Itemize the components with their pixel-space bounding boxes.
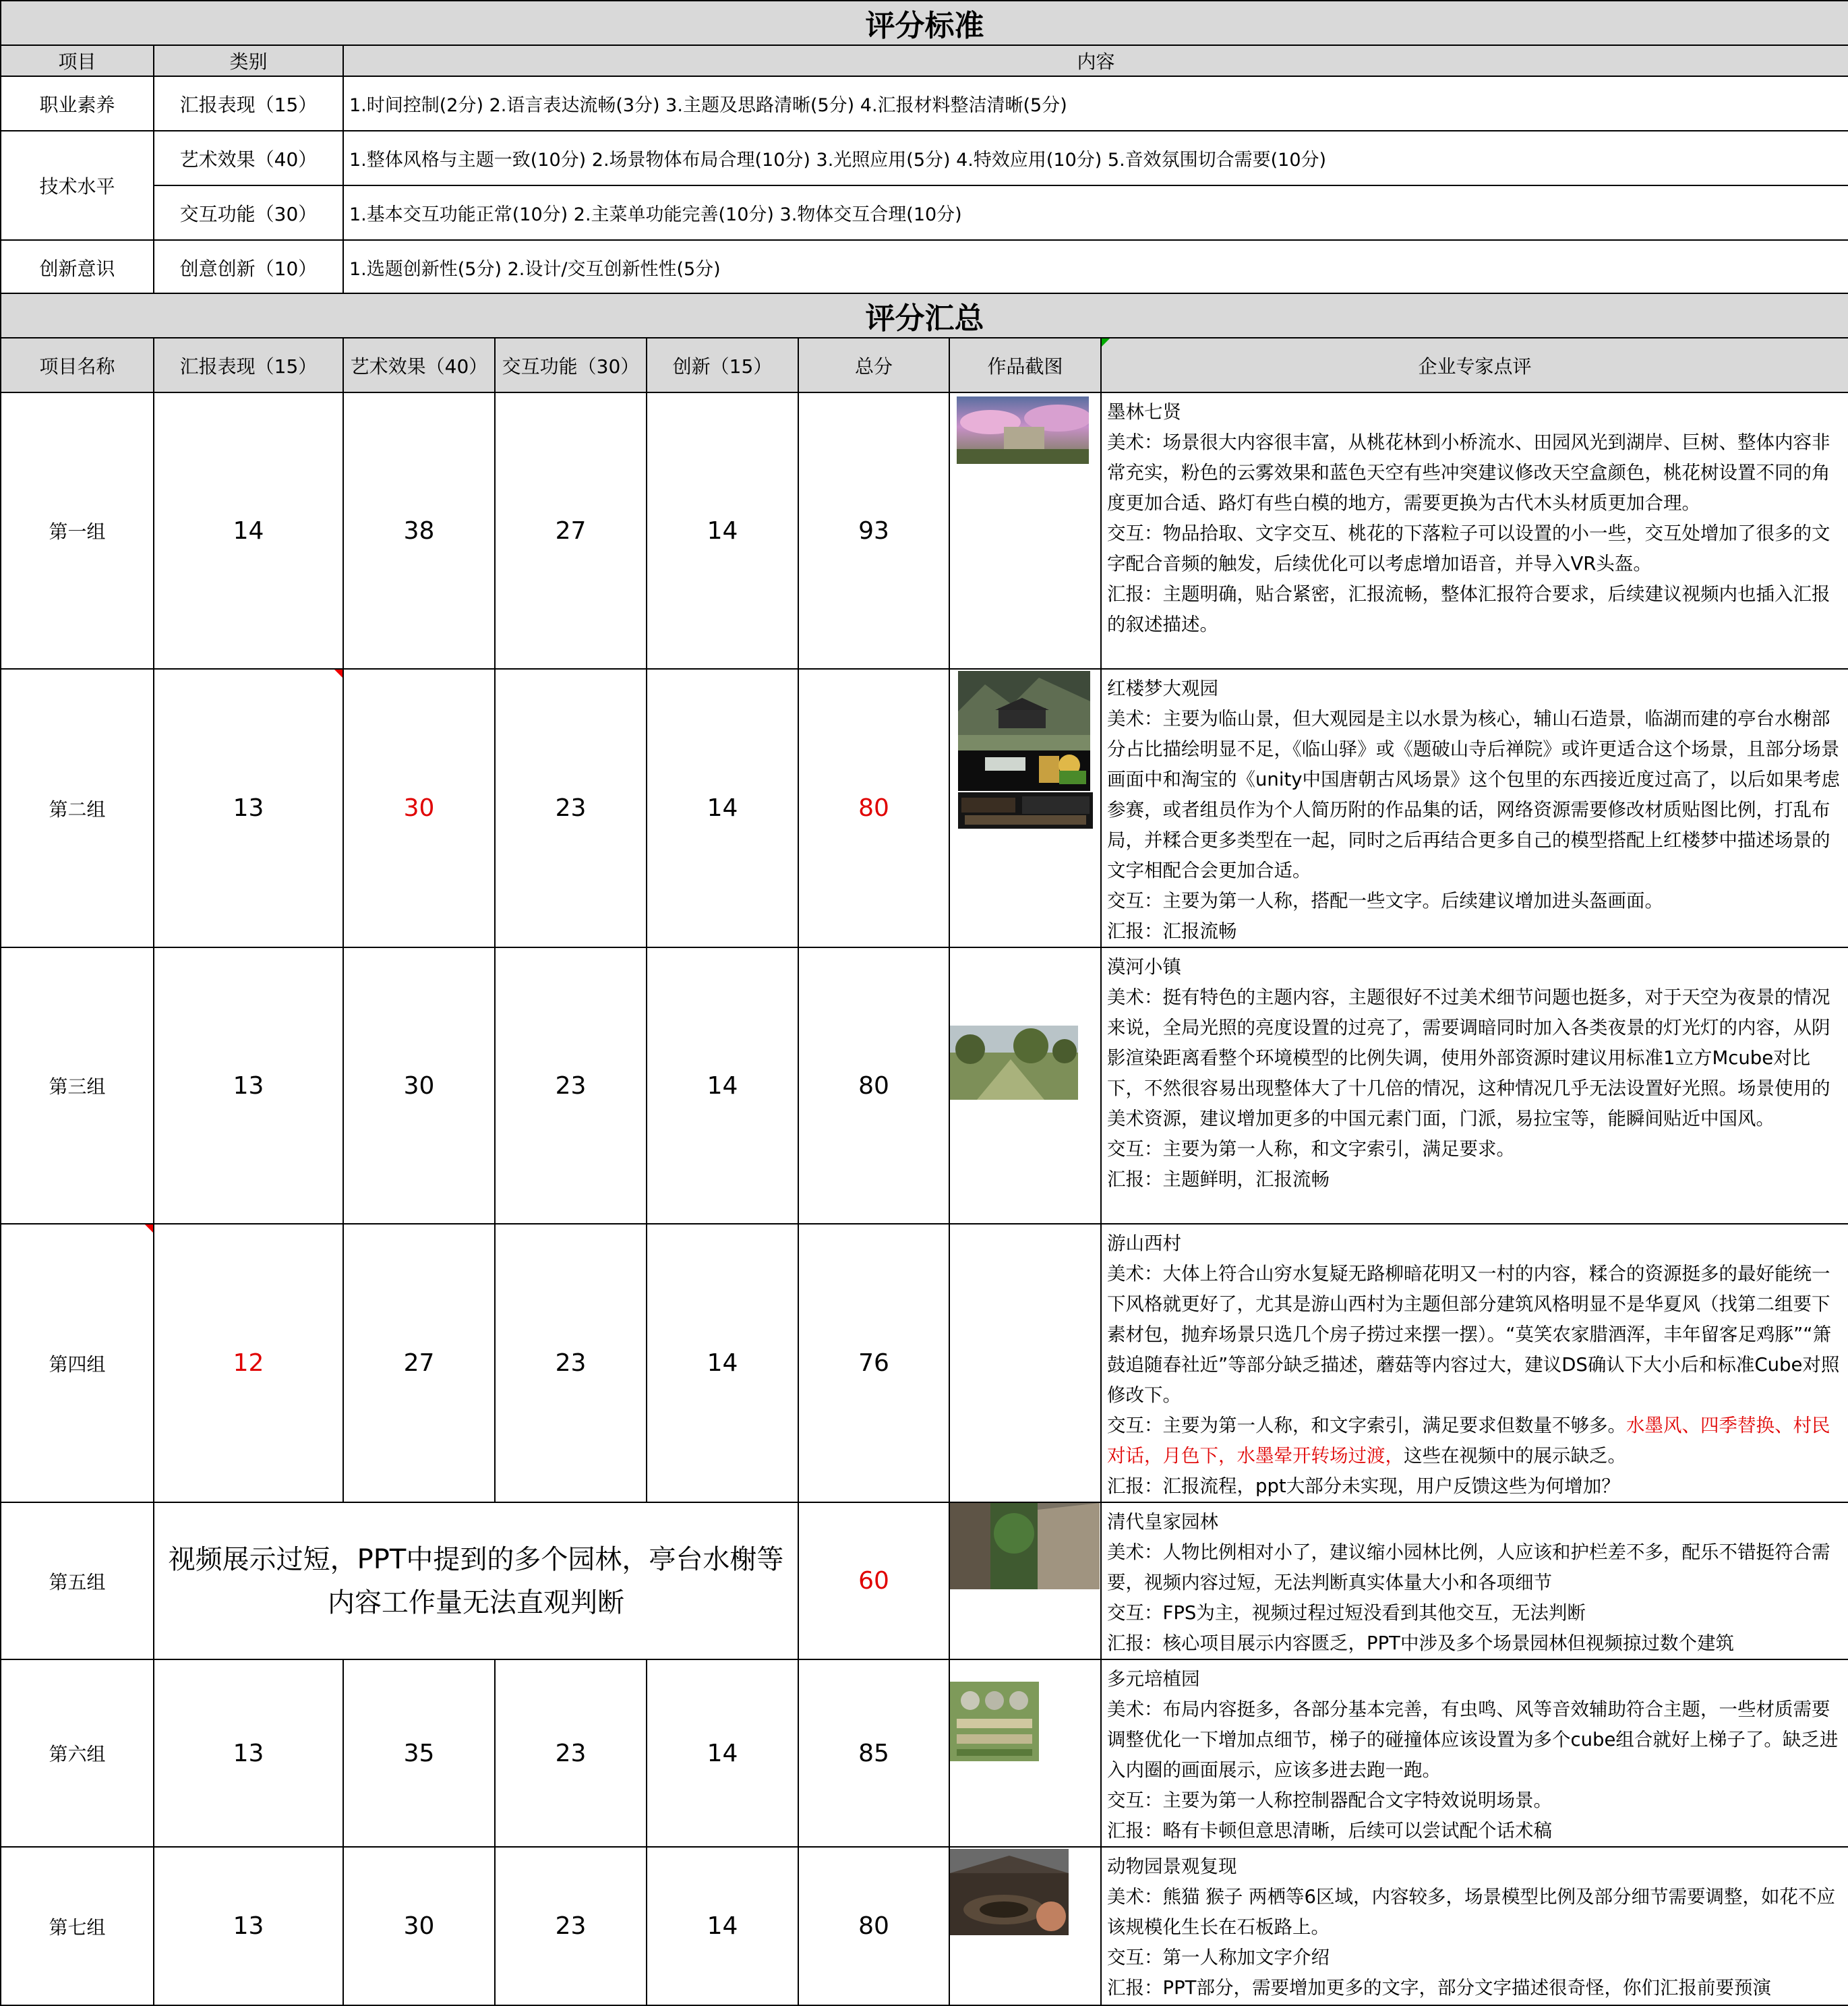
screenshot-cell (949, 669, 1101, 947)
score-total: 80 (798, 947, 949, 1224)
comment-title: 游山西村 (1107, 1233, 1181, 1254)
criteria-content: 1.选题创新性(5分) 2.设计/交互创新性性(5分) (343, 240, 1848, 295)
group-name-label: 第四组 (49, 1353, 106, 1376)
project-screenshot[interactable] (950, 1026, 1078, 1100)
comment-title: 清代皇家园林 (1107, 1511, 1218, 1533)
score-report: 13 (154, 1847, 343, 2005)
group-name: 第五组 (1, 1502, 154, 1659)
comment-report: 汇报：汇报流畅 (1107, 920, 1237, 942)
header-report: 汇报表现（15） (154, 338, 343, 392)
header-innovation: 创新（15） (647, 338, 798, 392)
score-interaction: 23 (495, 1659, 647, 1847)
criteria-category: 交互功能（30） (154, 185, 343, 240)
group-name: 第七组 (1, 1847, 154, 2005)
header-project-name: 项目名称 (1, 338, 154, 392)
project-screenshot[interactable] (958, 792, 1093, 829)
score-innovation: 14 (647, 669, 798, 947)
comment-interaction: 交互：FPS为主，视频过程过短没看到其他交互，无法判断 (1107, 1602, 1586, 1624)
score-art: 27 (343, 1224, 495, 1502)
expert-comment (1101, 947, 1848, 1224)
criteria-category: 艺术效果（40） (154, 131, 343, 185)
criteria-title: 评分标准 (1, 1, 1848, 45)
criteria-content: 1.整体风格与主题一致(10分) 2.场景物体布局合理(10分) 3.光照应用(5分) 4.特效应用(10分) 5.音效氛围切合需要(10分) (343, 131, 1848, 185)
comment-interaction: 交互：物品拾取、文字交互、桃花的下落粒子可以设置的小一些，交互处增加了很多的文字配合音频的触发，后续优化可以考虑增加语音，并导入VR头盔。 (1107, 523, 1830, 574)
score-innovation: 14 (647, 1224, 798, 1502)
screenshot-cell (949, 1659, 1101, 1847)
summary-title: 评分汇总 (1, 293, 1848, 338)
expert-comment (1101, 1659, 1848, 1847)
screenshot-cell (949, 1847, 1101, 2005)
expert-comment (1101, 1502, 1848, 1659)
comment-art: 美术：主要为临山景，但大观园是主以水景为核心，辅山石造景，临湖而建的亭台水榭部分占比描绘明显不足，《临山驿》或《题破山寺后禅院》或许更适合这个场景，且部分场景画面中和淘宝的《unity中国唐朝古风场景》这个包里的东西接近度过高了，以后如果考虑参赛，或者组员作为个人简历附的作品集的话，网络资源需要修改材质贴图比例，打乱布局，并糅合更多类型在一起，同时之后再结合更多自己的模型搭配上红楼梦中描述场景的文字相配合会更加合适。 (1107, 708, 1841, 881)
score-report: 13 (154, 1659, 343, 1847)
score-art: 38 (343, 392, 495, 669)
score-innovation: 14 (647, 1659, 798, 1847)
project-screenshot[interactable] (958, 750, 1090, 791)
comment-art: 美术：人物比例相对小了，建议缩小园林比例，人应该和护栏差不多，配乐不错挺符合需要，视频内容过短，无法判断真实体量大小和各项细节 (1107, 1541, 1830, 1593)
comment-title: 墨林七贤 (1107, 401, 1181, 423)
score-report: 13 (154, 947, 343, 1224)
header-total: 总分 (798, 338, 949, 392)
project-screenshot[interactable] (958, 671, 1090, 750)
comment-title: 动物园景观复现 (1107, 1856, 1237, 1877)
table-row (1, 392, 1848, 669)
group-name (1, 1224, 154, 1502)
score-report: 14 (154, 392, 343, 669)
comment-report: 汇报：主题鲜明，汇报流畅 (1107, 1169, 1330, 1190)
comment-report: 汇报：略有卡顿但意思清晰，后续可以尝试配个话术稿 (1107, 1820, 1552, 1841)
comment-report: 汇报：主题明确，贴合紧密，汇报流畅，整体汇报符合要求，后续建议视频内也插入汇报的叙述描述。 (1107, 583, 1830, 635)
criteria-group-technical: 技术水平 (1, 131, 154, 240)
expert-comment (1101, 392, 1848, 669)
comment-art: 美术：挺有特色的主题内容，主题很好不过美术细节问题也挺多，对于天空为夜景的情况来说，全局光照的亮度设置的过亮了，需要调暗同时加入各类夜景的灯光灯的内容，从阴影渲染距离看整个环境模型的比例失调，使用外部资源时建议用标准1立方Mcube对比下，不然很容易出现整体大了十几倍的情况，这种情况几乎无法设置好光照。场景使用的美术资源，建议增加更多的中国元素门面，门派，易拉宝等，能瞬间贴近中国风。 (1107, 986, 1830, 1129)
criteria-header-category: 类别 (154, 45, 343, 76)
score-report: 12 (154, 1224, 343, 1502)
header-art: 艺术效果（40） (343, 338, 495, 392)
comment-marker (145, 1225, 153, 1233)
comment-art: 美术：熊猫 猴子 两栖等6区域，内容较多，场景模型比例及部分细节需要调整，如花不应该规模化生长在石板路上。 (1107, 1886, 1835, 1938)
score-art: 30 (343, 669, 495, 947)
header-screenshot: 作品截图 (949, 338, 1101, 392)
score-interaction: 23 (495, 669, 647, 947)
screenshot-cell (949, 1502, 1101, 1659)
comment-title: 漠河小镇 (1107, 956, 1181, 978)
comment-report: 汇报：PPT部分，需要增加更多的文字，部分文字描述很奇怪，你们汇报前要预演 (1107, 1977, 1771, 1999)
comment-art: 美术：布局内容挺多，各部分基本完善，有虫鸣、风等音效辅助符合主题，一些材质需要调整优化一下增加点细节，梯子的碰撞体应该设置为多个cube组合就好上梯子了。缺乏进入内圈的画面展示，应该多进去跑一跑。 (1107, 1699, 1839, 1781)
score-total: 85 (798, 1659, 949, 1847)
table-row (1, 1224, 1848, 1502)
comment-interaction (1107, 1411, 1843, 1471)
score-innovation: 14 (647, 392, 798, 669)
criteria-content: 1.基本交互功能正常(10分) 2.主菜单功能完善(10分) 3.物体交互合理(10分) (343, 185, 1848, 240)
score-total: 80 (798, 669, 949, 947)
comment-marker (1102, 338, 1110, 347)
table-row (1, 1502, 1848, 1659)
score-interaction: 27 (495, 392, 647, 669)
comment-interaction: 交互：主要为第一人称，和文字索引，满足要求。 (1107, 1138, 1515, 1160)
group-name: 第六组 (1, 1659, 154, 1847)
score-total: 76 (798, 1224, 949, 1502)
score-report-value: 13 (233, 794, 264, 822)
summary-table (0, 293, 1848, 2006)
comment-interaction-text: 这些在视频中的展示缺乏。 (1404, 1445, 1626, 1467)
comment-title: 多元培植园 (1107, 1668, 1200, 1690)
criteria-category: 创意创新（10） (154, 240, 343, 295)
comment-interaction-text: 交互：主要为第一人称，和文字索引，满足要求但数量不够多。 (1107, 1415, 1626, 1436)
header-interaction: 交互功能（30） (495, 338, 647, 392)
criteria-header-project: 项目 (1, 45, 154, 76)
score-interaction: 23 (495, 1847, 647, 2005)
comment-title: 红楼梦大观园 (1107, 678, 1218, 699)
group-name: 第三组 (1, 947, 154, 1224)
comment-art: 美术：场景很大内容很丰富，从桃花林到小桥流水、田园风光到湖岸、巨树、整体内容非常充实，粉色的云雾效果和蓝色天空有些冲突建议修改天空盒颜色，桃花树设置不同的角度更加合适、路灯有些白模的地方，需要更换为古代木头材质更加合理。 (1107, 432, 1830, 514)
comment-report: 汇报：汇报流程，ppt大部分未实现，用户反馈这些为何增加？ (1107, 1475, 1620, 1497)
score-interaction: 23 (495, 1224, 647, 1502)
project-screenshot[interactable] (957, 396, 1089, 464)
merged-note: 视频展示过短，PPT中提到的多个园林，亭台水榭等内容工作量无法直观判断 (154, 1502, 798, 1659)
score-innovation: 14 (647, 1847, 798, 2005)
screenshot-cell (949, 947, 1101, 1224)
score-innovation: 14 (647, 947, 798, 1224)
score-total: 93 (798, 392, 949, 669)
score-art: 30 (343, 1847, 495, 2005)
comment-marker (334, 670, 342, 678)
comment-interaction: 交互：主要为第一人称，搭配一些文字。后续建议增加进头盔画面。 (1107, 890, 1663, 912)
score-art: 30 (343, 947, 495, 1224)
expert-comment (1101, 1847, 1848, 2005)
expert-comment (1101, 669, 1848, 947)
comment-interaction-highlight: 水墨风、四季替换、村民对话，月色下，水墨晕开转场过渡， (1107, 1415, 1830, 1467)
group-name: 第二组 (1, 669, 154, 947)
score-art: 35 (343, 1659, 495, 1847)
expert-comment (1101, 1224, 1848, 1502)
screenshot-cell (949, 392, 1101, 669)
comment-interaction: 交互：第一人称加文字介绍 (1107, 1947, 1330, 1968)
criteria-table (0, 0, 1848, 295)
criteria-content: 1.时间控制(2分) 2.语言表达流畅(3分) 3.主题及思路清晰(5分) 4.汇报材料整洁清晰(5分) (343, 76, 1848, 131)
project-screenshot[interactable] (950, 1682, 1039, 1761)
score-interaction: 23 (495, 947, 647, 1224)
table-row (1, 1659, 1848, 1847)
criteria-category: 汇报表现（15） (154, 76, 343, 131)
project-screenshot[interactable] (950, 1503, 1100, 1589)
header-expert-review (1101, 338, 1848, 392)
score-report (154, 669, 343, 947)
header-expert-review-label: 企业专家点评 (1418, 355, 1532, 378)
group-name: 第一组 (1, 392, 154, 669)
table-row (1, 1847, 1848, 2005)
screenshot-cell (949, 1224, 1101, 1502)
score-total: 80 (798, 1847, 949, 2005)
project-screenshot[interactable] (950, 1849, 1069, 1935)
table-row (1, 947, 1848, 1224)
criteria-header-content: 内容 (343, 45, 1848, 76)
criteria-group-innovation: 创新意识 (1, 240, 154, 295)
criteria-group-professional: 职业素养 (1, 76, 154, 131)
comment-interaction: 交互：主要为第一人称控制器配合文字特效说明场景。 (1107, 1790, 1552, 1811)
comment-art: 美术：大体上符合山穷水复疑无路柳暗花明又一村的内容，糅合的资源挺多的最好能统一下风格就更好了，尤其是游山西村为主题但部分建筑风格明显不是华夏风（找第二组要下素材包，抛弃场景只选几个房子捞过来摆一摆）。“莫笑农家腊酒浑，丰年留客足鸡豚”“箫鼓追随春社近”等部分缺乏描述，蘑菇等内容过大，建议DS确认下大小后和标准Cube对照修改下。 (1107, 1263, 1840, 1406)
comment-report: 汇报：核心项目展示内容匮乏，PPT中涉及多个场景园林但视频掠过数个建筑 (1107, 1632, 1734, 1654)
score-total: 60 (798, 1502, 949, 1659)
table-row (1, 669, 1848, 947)
